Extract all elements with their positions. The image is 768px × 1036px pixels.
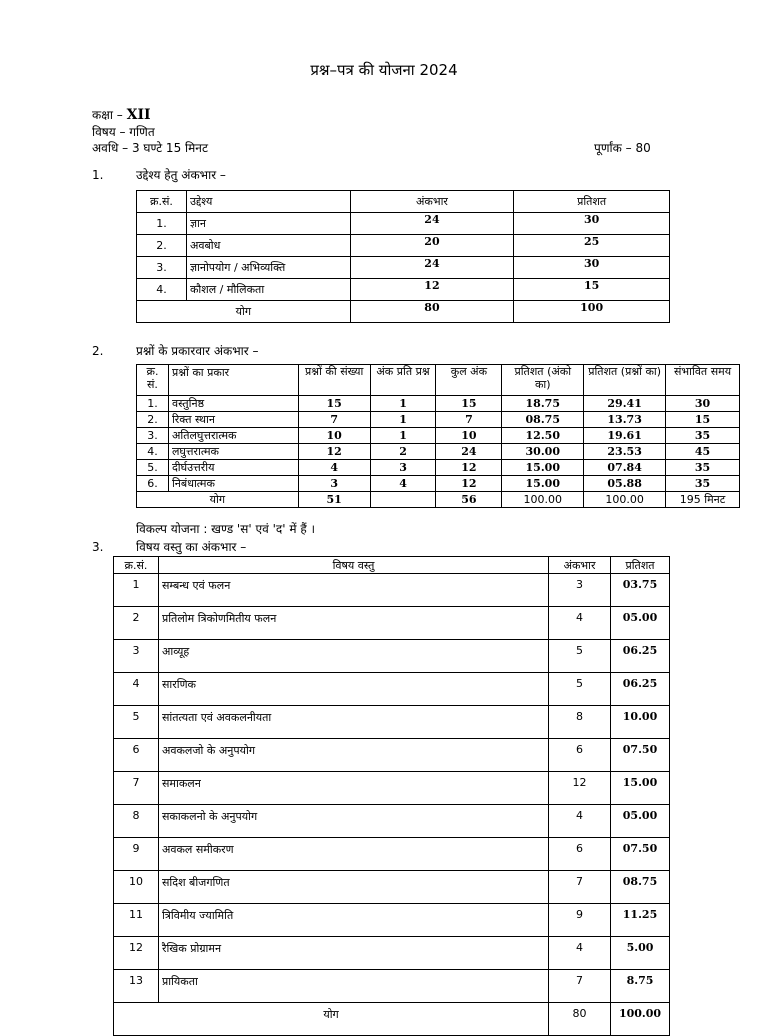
cell: सारणिक [158,673,548,706]
header-cell: संभावित समय [666,365,740,396]
header-cell: अंक प्रति प्रश्न [370,365,436,396]
cell: सदिश बीजगणित [158,871,548,904]
section3-heading: विषय वस्तु का अंकभार – [136,540,247,554]
cell: 3 [549,574,611,607]
cell: 6. [137,476,169,492]
cell: 10 [298,428,370,444]
section3-number: 3. [92,540,104,554]
table-row [114,970,670,1003]
cell: प्रतिलोम त्रिकोणमितीय फलन [158,607,548,640]
cell: 7 [114,772,159,805]
cell: अवबोध [186,235,350,257]
cell: 4 [298,460,370,476]
cell: 06.25 [611,673,670,706]
table-row [114,772,670,805]
total-cell [370,492,436,508]
cell: 2. [137,235,187,257]
table-header-row [114,557,670,574]
cell: 18.75 [502,396,584,412]
cell: 7 [436,412,502,428]
cell: 24 [436,444,502,460]
table-total-row [137,492,740,508]
cell: 35 [666,428,740,444]
cell: 10.00 [611,706,670,739]
class-line [92,106,151,123]
cell: 9 [114,838,159,871]
cell: 05.00 [611,805,670,838]
header-cell: विषय वस्तु [158,557,548,574]
table-row [114,871,670,904]
cell: 12 [350,279,514,301]
table-header-row [137,191,670,213]
cell: 7 [298,412,370,428]
cell: सांतत्यता एवं अवकलनीयता [158,706,548,739]
cell: 12 [436,476,502,492]
cell: 11 [114,904,159,937]
table-row [114,904,670,937]
table-row [137,279,670,301]
header-cell: अंकभार [350,191,514,213]
cell: 05.00 [611,607,670,640]
total-cell: 51 [298,492,370,508]
cell: 25 [514,235,670,257]
cell: 1 [114,574,159,607]
total-cell: 100.00 [611,1003,670,1036]
cell: 12.50 [502,428,584,444]
table-total-row [114,1003,670,1036]
cell: अतिलघुत्तरात्मक [168,428,298,444]
header-cell: प्रतिशत (प्रश्नों का) [584,365,666,396]
header-cell: क्र. सं. [137,365,169,396]
total-cell: 100.00 [584,492,666,508]
section1-heading: उद्देश्य हेतु अंकभार – [136,168,226,182]
cell: 06.25 [611,640,670,673]
class-label: कक्षा – [92,108,123,122]
cell: सम्बन्ध एवं फलन [158,574,548,607]
cell: प्रायिकता [158,970,548,1003]
cell: समाकलन [158,772,548,805]
cell: 1 [370,396,436,412]
cell: आव्यूह [158,640,548,673]
cell: 4 [549,607,611,640]
cell: 6 [114,739,159,772]
cell: 4. [137,279,187,301]
cell: 1 [370,412,436,428]
cell: सकाकलनो के अनुपयोग [158,805,548,838]
header-cell: प्रश्नों की संख्या [298,365,370,396]
cell: 07.84 [584,460,666,476]
cell: 12 [298,444,370,460]
header-cell: क्र.सं. [137,191,187,213]
header-cell: प्रतिशत (अंको का) [502,365,584,396]
cell: 45 [666,444,740,460]
section2-heading: प्रश्नों के प्रकारवार अंकभार – [136,344,259,358]
total-cell: 80 [549,1003,611,1036]
table-row [114,607,670,640]
section1-number: 1. [92,168,104,182]
cell: 05.88 [584,476,666,492]
cell: 12 [436,460,502,476]
cell: दीर्घउत्तरीय [168,460,298,476]
cell: 15 [666,412,740,428]
cell: 08.75 [611,871,670,904]
header-cell: कुल अंक [436,365,502,396]
total-cell: 100 [514,301,670,323]
max-marks: पूर्णांक – 80 [594,141,651,155]
cell: 08.75 [502,412,584,428]
total-cell: 80 [350,301,514,323]
cell: 5 [114,706,159,739]
cell: 8 [549,706,611,739]
table-row [114,640,670,673]
table-row [114,805,670,838]
cell: वस्तुनिष्ठ [168,396,298,412]
cell: ज्ञानोपयोग / अभिव्यक्ति [186,257,350,279]
cell: रैखिक प्रोग्रामन [158,937,548,970]
cell: 3. [137,428,169,444]
cell: 7 [549,871,611,904]
header-cell: प्रतिशत [611,557,670,574]
table-header-row [137,365,740,396]
cell: 2 [370,444,436,460]
cell: 15.00 [502,476,584,492]
total-label: योग [137,492,299,508]
cell: 7 [549,970,611,1003]
cell: 1 [370,428,436,444]
cell: अवकल समीकरण [158,838,548,871]
cell: 07.50 [611,838,670,871]
cell: अवकलजो के अनुपयोग [158,739,548,772]
cell: 13 [114,970,159,1003]
cell: 2. [137,412,169,428]
total-cell: 56 [436,492,502,508]
total-cell: 100.00 [502,492,584,508]
total-label: योग [114,1003,549,1036]
cell: 3 [370,460,436,476]
cell: 4. [137,444,169,460]
cell: 6 [549,838,611,871]
cell: 24 [350,257,514,279]
cell: 1. [137,213,187,235]
duration-line: अवधि – 3 घण्टे 15 मिनट [92,141,209,155]
header-cell: प्रश्नों का प्रकार [168,365,298,396]
cell: 03.75 [611,574,670,607]
cell: 07.50 [611,739,670,772]
cell: 5. [137,460,169,476]
table-row [114,739,670,772]
cell: 5 [549,640,611,673]
cell: 12 [549,772,611,805]
question-types-table [136,364,740,508]
cell: 4 [114,673,159,706]
cell: 30.00 [502,444,584,460]
table-row [114,574,670,607]
table-row [137,444,740,460]
cell: 3 [298,476,370,492]
objectives-table [136,190,670,323]
total-label: योग [137,301,351,323]
cell: 19.61 [584,428,666,444]
header-cell: अंकभार [549,557,611,574]
total-cell: 195 मिनट [666,492,740,508]
header-cell: क्र.सं. [114,557,159,574]
header-cell: उद्देश्य [186,191,350,213]
subject-line: विषय – गणित [92,125,155,139]
table-row [114,838,670,871]
cell: 15 [298,396,370,412]
table-row [137,412,740,428]
cell: 4 [549,937,611,970]
cell: 30 [666,396,740,412]
table-row [114,937,670,970]
cell: 9 [549,904,611,937]
cell: 6 [549,739,611,772]
cell: ज्ञान [186,213,350,235]
cell: 13.73 [584,412,666,428]
cell: 30 [514,213,670,235]
table-row [137,460,740,476]
cell: 4 [370,476,436,492]
section2-number: 2. [92,344,104,358]
cell: 5.00 [611,937,670,970]
cell: 35 [666,476,740,492]
cell: 2 [114,607,159,640]
table-row [137,476,740,492]
cell: कौशल / मौलिकता [186,279,350,301]
cell: 3 [114,640,159,673]
page-title: प्रश्न–पत्र की योजना 2024 [310,61,458,79]
cell: 35 [666,460,740,476]
cell: त्रिविमीय ज्यामिति [158,904,548,937]
cell: 3. [137,257,187,279]
cell: 23.53 [584,444,666,460]
option-note: विकल्प योजना : खण्ड 'स' एवं 'द' में हैं । [136,522,316,536]
cell: 10 [114,871,159,904]
cell: 8.75 [611,970,670,1003]
cell: 1. [137,396,169,412]
header-cell: प्रतिशत [514,191,670,213]
cell: रिक्त स्थान [168,412,298,428]
cell: 15 [436,396,502,412]
table-row [137,213,670,235]
cell: 29.41 [584,396,666,412]
cell: 20 [350,235,514,257]
table-total-row [137,301,670,323]
cell: 10 [436,428,502,444]
cell: निबंधात्मक [168,476,298,492]
cell: लघुत्तरात्मक [168,444,298,460]
table-row [114,706,670,739]
cell: 4 [549,805,611,838]
table-row [114,673,670,706]
table-row [137,428,740,444]
cell: 12 [114,937,159,970]
cell: 30 [514,257,670,279]
table-row [137,396,740,412]
cell: 15.00 [502,460,584,476]
class-value: XII [126,107,151,123]
cell: 15.00 [611,772,670,805]
content-weightage-table [113,556,670,1036]
cell: 15 [514,279,670,301]
table-row [137,235,670,257]
cell: 11.25 [611,904,670,937]
cell: 5 [549,673,611,706]
cell: 8 [114,805,159,838]
table-row [137,257,670,279]
cell: 24 [350,213,514,235]
